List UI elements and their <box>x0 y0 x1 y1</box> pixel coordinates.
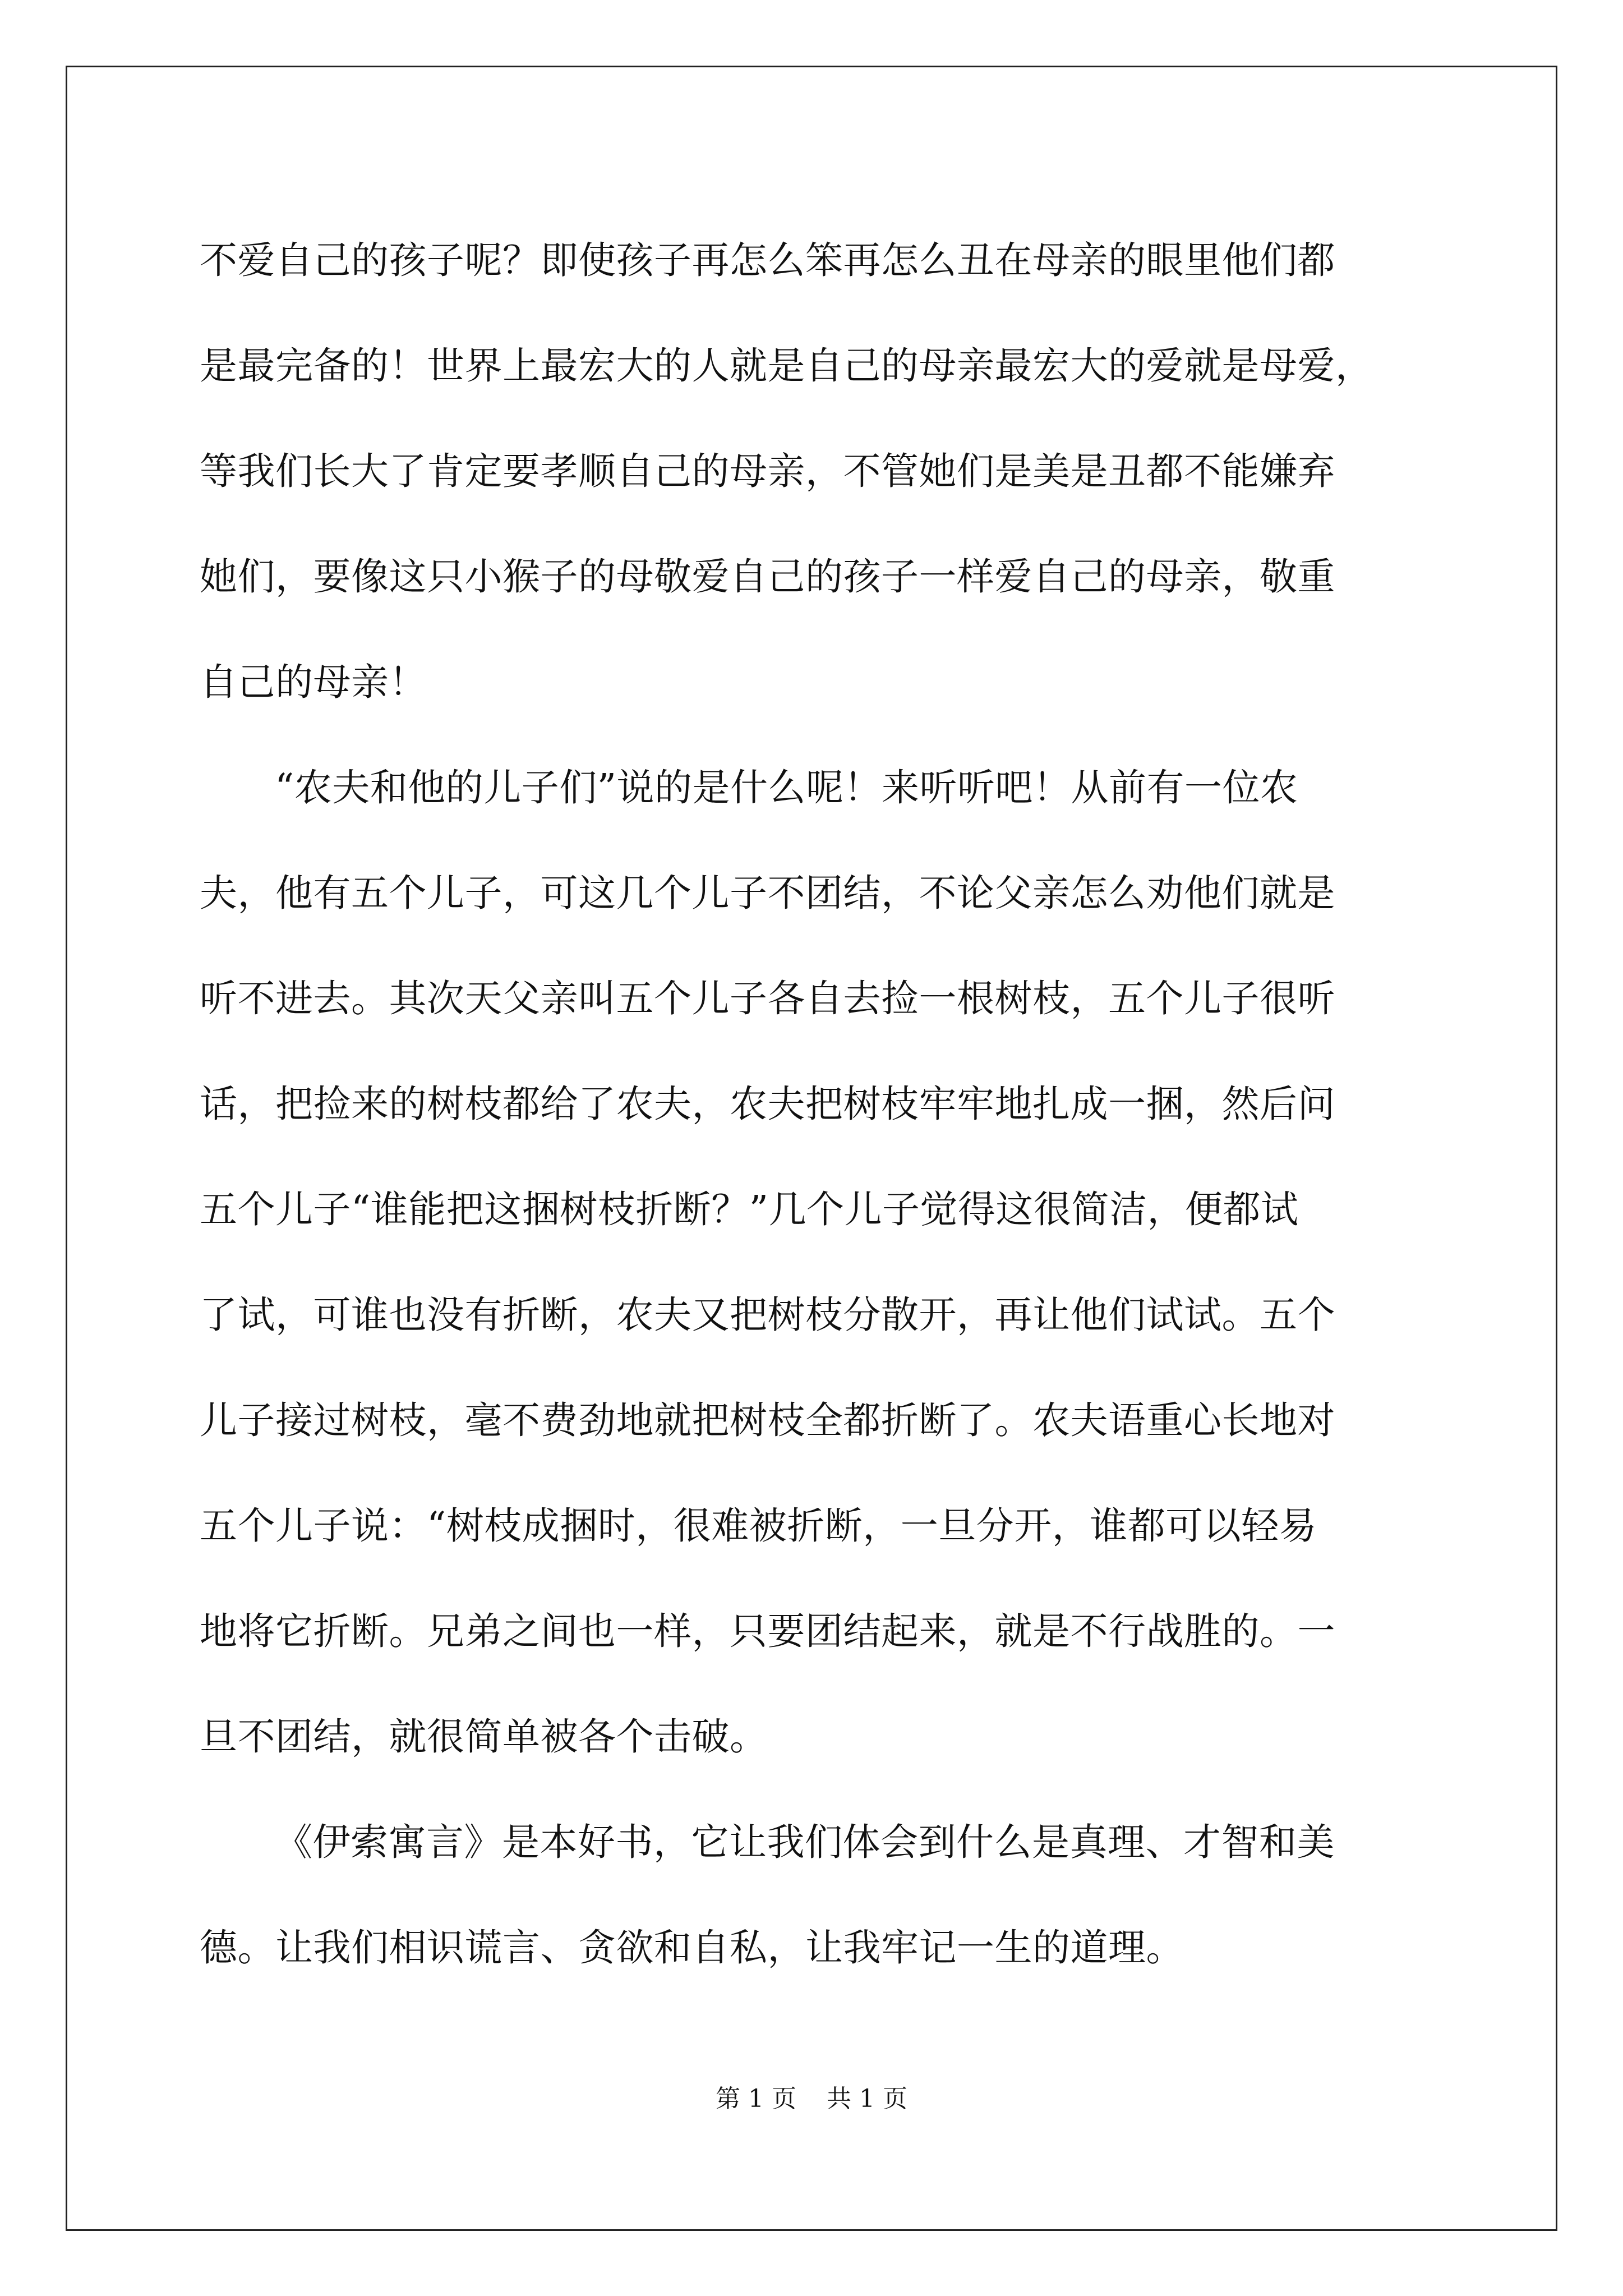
paragraph-3-line-2: 德。让我们相识谎言、贪欲和自私，让我牢记一生的道理。 <box>200 1926 1184 1970</box>
page-total: 共 1 页 <box>827 2085 907 2113</box>
paragraph-1-line-5: 自己的母亲！ <box>200 660 427 704</box>
paragraph-3-line-1: 《伊索寓言》是本好书，它让我们体会到什么是真理、才智和美 <box>275 1820 1335 1864</box>
document-body <box>200 208 1425 2000</box>
page-footer <box>0 2082 1623 2116</box>
paragraph-2-line-1: “农夫和他的儿子们”说的是什么呢！来听听吧！从前有一位农 <box>275 766 1298 809</box>
paragraph-2-line-3: 听不进去。其次天父亲叫五个儿子各自去捡一根树枝，五个儿子很听 <box>200 977 1335 1020</box>
paragraph-1-line-4: 她们，要像这只小猴子的母敬爱自己的孩子一样爱自己的母亲，敬重 <box>200 555 1335 599</box>
paragraph-1-line-2: 是最完备的！世界上最宏大的人就是自己的母亲最宏大的爱就是母爱， <box>200 344 1373 388</box>
paragraph-2-line-10: 旦不团结，就很简单被各个击破。 <box>200 1715 768 1759</box>
paragraph-2-line-7: 儿子接过树枝，毫不费劲地就把树枝全都折断了。农夫语重心长地对 <box>200 1398 1335 1442</box>
paragraph-1-line-3: 等我们长大了肯定要孝顺自己的母亲，不管她们是美是丑都不能嫌弃 <box>200 449 1335 493</box>
paragraph-2-line-5: 五个儿子“谁能把这捆树枝折断？”几个儿子觉得这很简洁，便都试 <box>200 1188 1299 1231</box>
paragraph-2-line-8: 五个儿子说：“树枝成捆时，很难被折断，一旦分开，谁都可以轻易 <box>200 1504 1317 1548</box>
paragraph-2-line-2: 夫，他有五个儿子，可这几个儿子不团结，不论父亲怎么劝他们就是 <box>200 871 1335 915</box>
page-number: 第 1 页 <box>716 2085 796 2113</box>
paragraph-1-line-1: 不爱自己的孩子呢？即使孩子再怎么笨再怎么丑在母亲的眼里他们都 <box>200 238 1335 282</box>
paragraph-2-line-9: 地将它折断。兄弟之间也一样，只要团结起来，就是不行战胜的。一 <box>200 1609 1335 1653</box>
paragraph-2-line-4: 话，把捡来的树枝都给了农夫，农夫把树枝牢牢地扎成一捆，然后问 <box>200 1082 1335 1126</box>
paragraph-2-line-6: 了试，可谁也没有折断，农夫又把树枝分散开，再让他们试试。五个 <box>200 1293 1335 1337</box>
